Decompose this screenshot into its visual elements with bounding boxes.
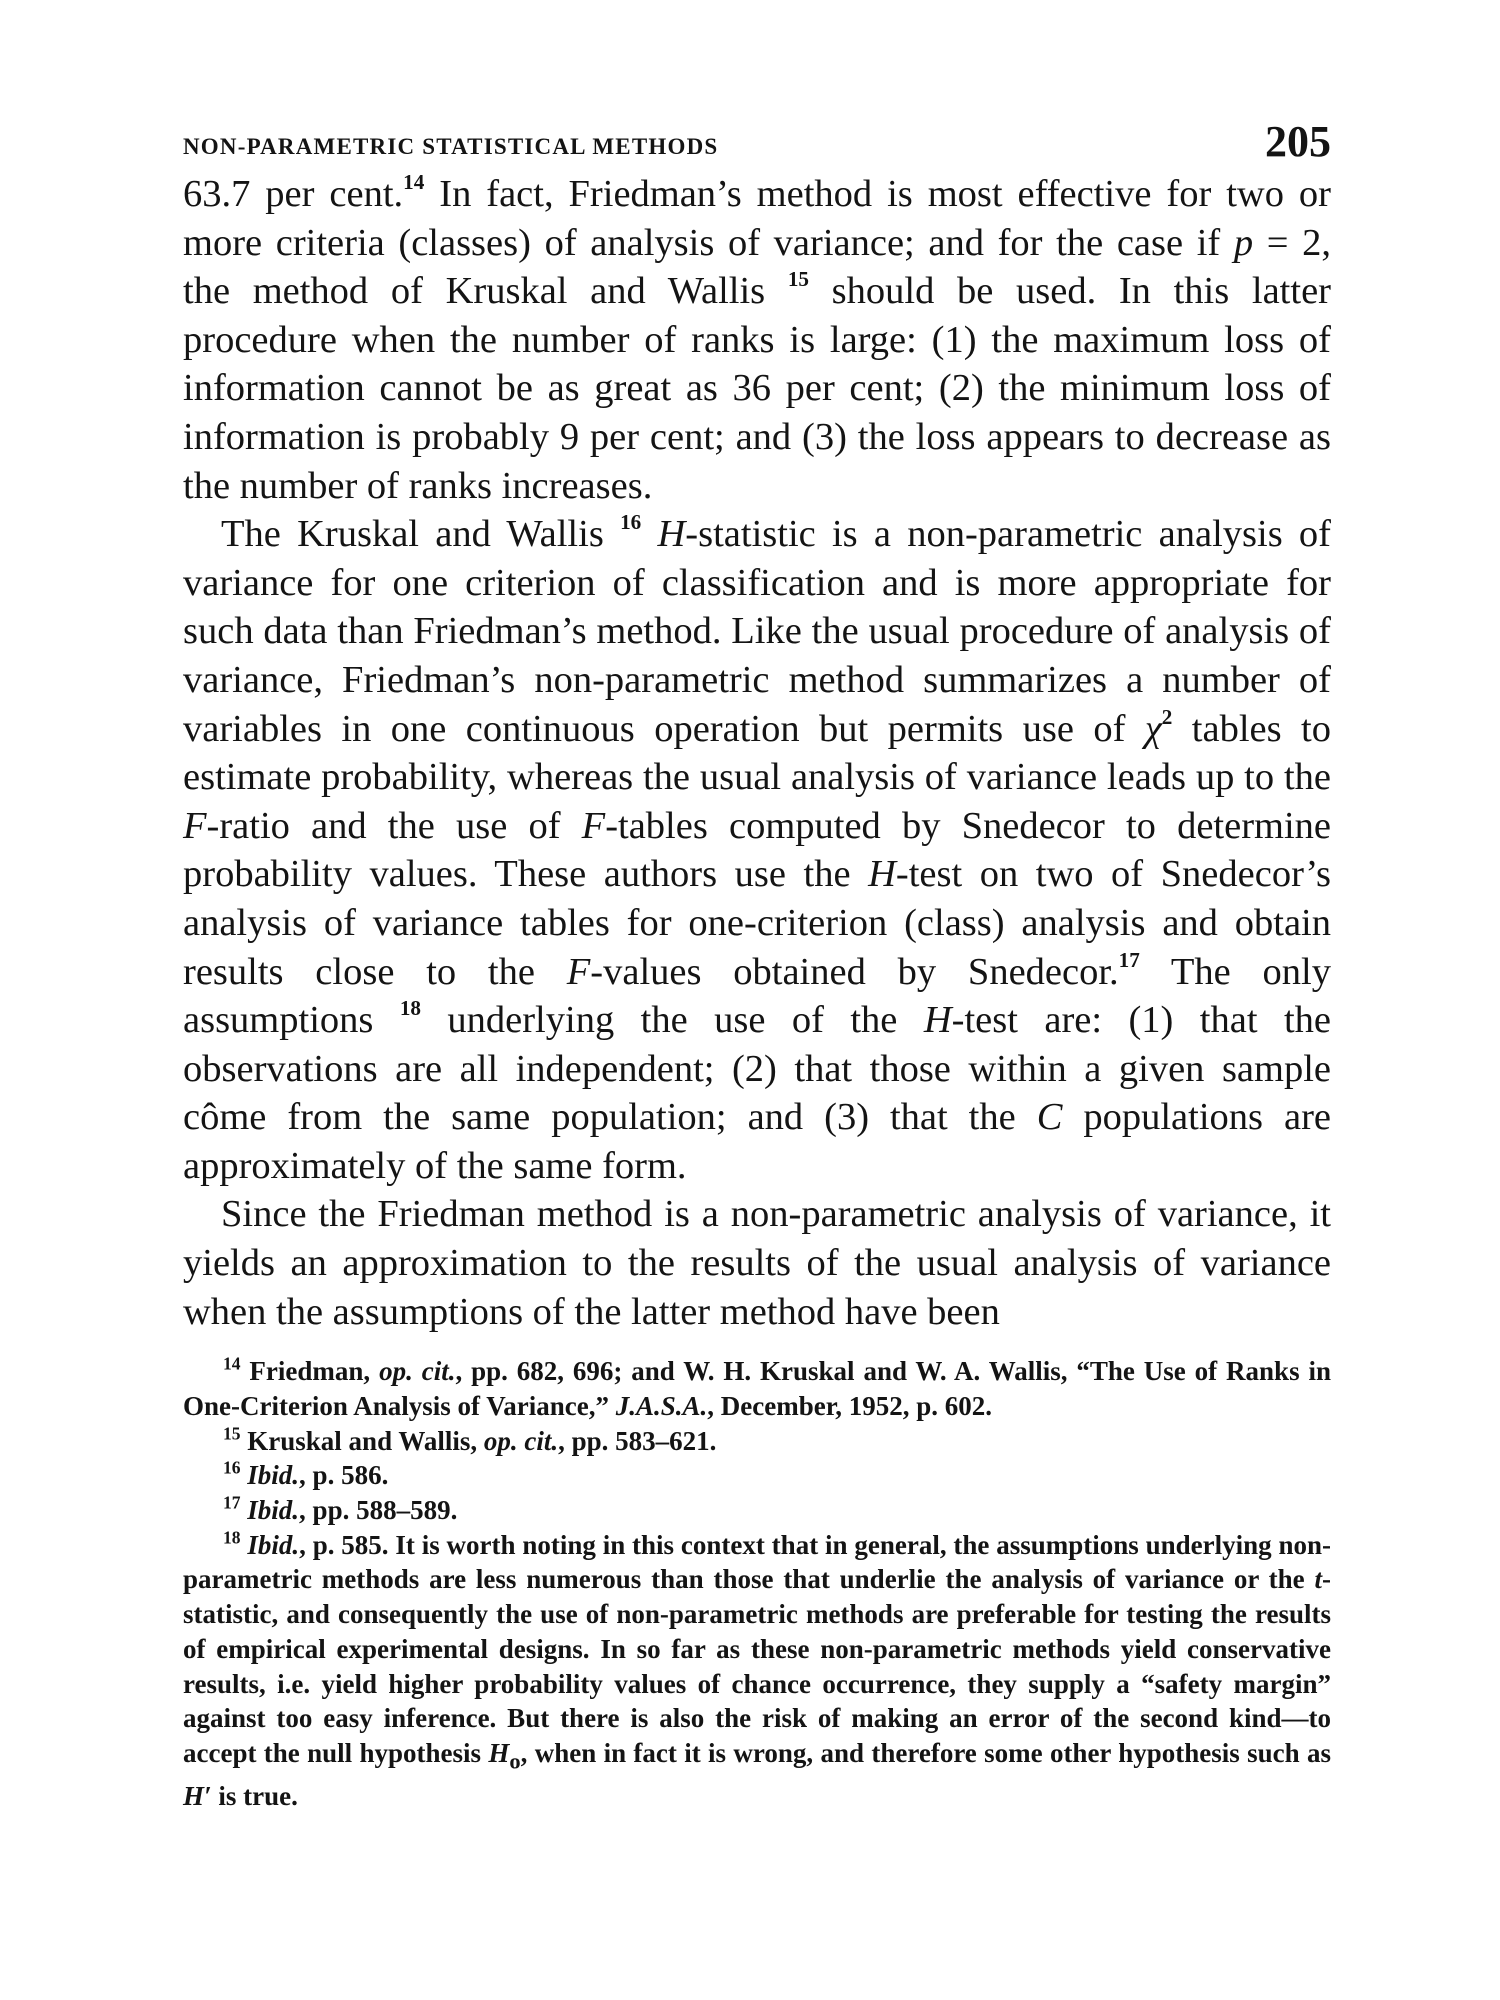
footnote-14 [183,1354,1331,1423]
paragraph-2 [183,510,1331,1190]
math-p: p [1233,221,1254,264]
footnote-16 [183,1458,1331,1493]
text-run: populations are approximately of the same form. [183,1096,1331,1187]
text-run: -statistic is a non-parametric analysis of variance for one criterion of classification and is more appropriate for such data than Friedman’s method. Like the usual procedure of analysis of variance, Friedman’s non-parametric method summarizes a number of variables in one continuous operation but permits use of [183,513,1331,750]
text-run: -test are: (1) that the observations are all independent; (2) that those within a given sample côme from the same population; and (3) that the [183,999,1331,1139]
text-run: underlying the use of the [420,999,924,1042]
footnote-ref-18: 18 [399,996,421,1021]
running-title: NON-PARAMETRIC STATISTICAL METHODS [183,134,719,159]
text-run: , pp. 583–621. [558,1425,717,1456]
math-h-prime: H′ [183,1781,212,1812]
journal-name: J.A.S.A. [615,1390,708,1421]
page-header [183,104,1331,164]
text-run: -tables computed by Snedecor to determine probability values. These authors use the [183,804,1332,896]
text-run: = 2, the method of Kruskal and Wallis [183,221,1331,313]
math-f: F [581,804,606,847]
text-run: The Kruskal and Wallis [221,513,621,556]
footnote-number: 16 [223,1457,241,1478]
italic-run: op. cit. [379,1356,456,1387]
page-number: 205 [1265,117,1331,166]
text-run: , December, 1952, p. 602. [707,1390,993,1421]
paragraph-3: Since the Friedman method is a non-parametric analysis of variance, it yields an approximation to the results of the usual analysis of variance when the assumptions of the latter method have been [183,1193,1331,1333]
text-run: The only assumptions [183,950,1331,1042]
math-h: H [923,999,952,1042]
book-page [183,104,1331,1814]
math-h: H [868,853,896,896]
math-f: F [183,804,207,847]
text-run: Friedman, [240,1356,380,1387]
math-h: H [657,513,686,556]
footnote-number: 14 [223,1353,241,1374]
text-run: -values obtained by Snedecor. [590,950,1119,993]
math-chi: χ [1144,707,1162,750]
footnote-number: 15 [223,1423,241,1444]
text-run: -ratio and the use of [206,804,582,847]
h0-subscript: o [509,1748,521,1774]
math-h0: H [488,1737,510,1768]
text-run: tables to estimate probability, whereas the usual analysis of variance leads up to the [183,707,1331,799]
math-f: F [566,950,591,993]
footnotes [183,1354,1331,1814]
footnote-ref-16: 16 [620,510,642,535]
text-run: is true. [211,1781,298,1812]
text-run: , p. 585. It is worth noting in this context that in general, the assumptions underlying non-parametric methods are less numerous than those that underlie the analysis of variance or the [183,1529,1331,1595]
text-run: , pp. 682, 696; and W. H. Kruskal and W. A. Wallis, “The Use of Ranks in One-Criterion Analysis of Variance,” [183,1356,1331,1421]
footnote-18 [183,1528,1331,1814]
footnote-ref-15: 15 [787,267,809,292]
text-run: 63.7 per cent. [183,173,404,215]
footnote-number: 18 [223,1527,241,1548]
text-run: , p. 586. [299,1460,389,1491]
math-t: t [1314,1564,1322,1595]
footnote-ref-14: 14 [403,170,425,195]
italic-run: Ibid. [240,1495,300,1526]
footnote-number: 17 [223,1492,241,1513]
italic-run: Ibid. [240,1529,300,1560]
paragraph-1 [183,170,1331,510]
footnote-15 [183,1424,1331,1459]
text-run: , when in fact it is wrong, and therefore some other hypothesis such as [520,1737,1332,1768]
italic-run: op. cit. [483,1425,559,1456]
text-run: -statistic, and consequently the use of non-parametric methods are preferable for testing the results of empirical experimental designs. In so far as these non-parametric methods yield conservative results, i.e. yield higher probability values of chance occurrence, they supply a “safety margin” against too easy inference. But there is also the risk of making an error of the second kind—to accept the null hypothesis [183,1564,1331,1768]
body-text [183,170,1331,1336]
text-run: -test on two of Snedecor’s analysis of variance tables for one-criterion (class) analysis and obtain results close to the [183,853,1331,993]
text-run: In fact, Friedman’s method is most effective for two or more criteria (classes) of analysis of variance; and for the case if [183,173,1331,264]
math-c: C [1036,1096,1063,1139]
italic-run: Ibid. [240,1460,300,1491]
footnote-17 [183,1493,1331,1528]
text-run: Kruskal and Wallis, [240,1425,484,1456]
text-run: should be used. In this latter procedure when the number of ranks is large: (1) the maximum loss of information cannot be as great as 36 per cent; (2) the minimum loss of information is probably 9 per cent; and (3) the loss appears to decrease as the number of ranks increases. [183,270,1331,507]
footnote-ref-17: 17 [1118,947,1140,972]
text-run: , pp. 588–589. [299,1495,458,1526]
chi-exponent: 2 [1161,704,1173,729]
